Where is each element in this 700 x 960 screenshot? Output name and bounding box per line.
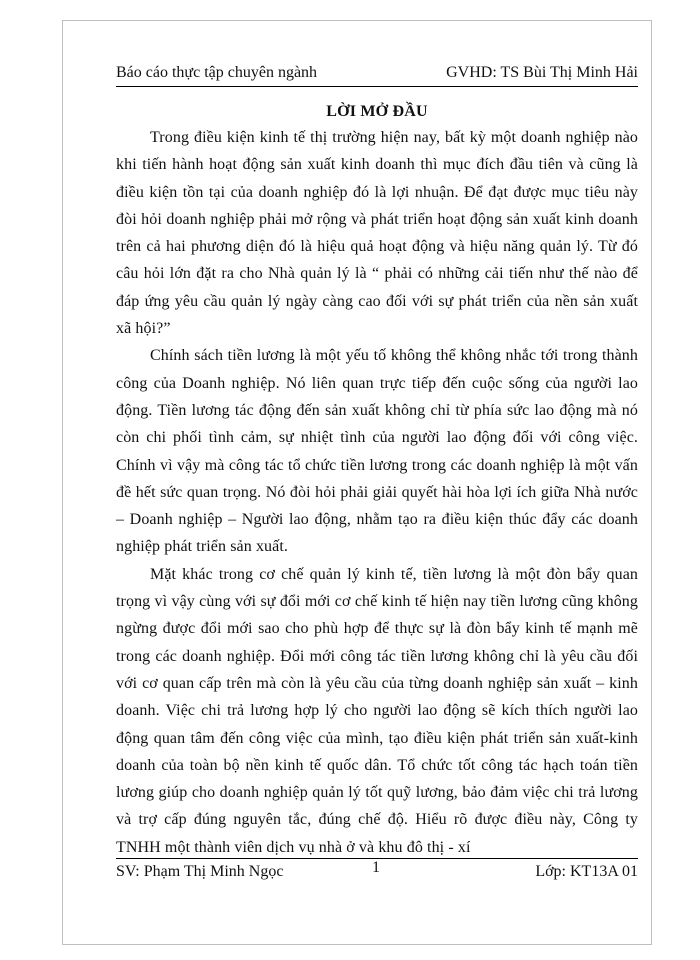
page-number: 1: [372, 859, 380, 876]
footer-student-name: SV: Phạm Thị Minh Ngọc: [116, 863, 284, 880]
paragraph-3: Mặt khác trong cơ chế quản lý kinh tế, tiền lương là một đòn bẩy quan trọng vì vậy cùng với sự đổi mới cơ chế kinh tế hiện nay tiền lương cũng không ngừng được đổi mới sao cho phù hợp để thực sự là đòn bẩy kinh tế mạnh mẽ trong các doanh nghiệp. Đổi mới công tác tiền lương không chỉ là yêu cầu đối với cơ quan cấp trên mà còn là yêu cầu của từng doanh nghiệp sản xuất – kinh doanh. Việc chi trả lương hợp lý cho người lao động sẽ kích thích người lao động quan tâm đến công việc của mình, tạo điều kiện phát triển sản xuất-kinh doanh của toàn bộ nền kinh tế quốc dân. Tổ chức tốt công tác hạch toán tiền lương giúp cho doanh nghiệp quản lý tốt quỹ lương, bảo đảm việc chi trả lương và trợ cấp đúng nguyên tắc, đúng chế độ. Hiểu rõ được điều này, Công ty TNHH một thành viên dịch vụ nhà ở và khu đô thị - xí: [116, 565, 638, 856]
header-supervisor: GVHD: TS Bùi Thị Minh Hải: [446, 64, 638, 81]
paragraph-1: Trong điều kiện kinh tế thị trường hiện nay, bất kỳ một doanh nghiệp nào khi tiến hành hoạt động sản xuất kinh doanh thì mục đích đầu tiên và cũng là điều kiện tồn tại của doanh nghiệp đó là lợi nhuận. Để đạt được mục tiêu này đòi hỏi doanh nghiệp phải mở rộng và phát triển hoạt động sản xuất kinh doanh trên cả hai phương diện đó là hiệu quả hoạt động và hiệu năng quản lý. Từ đó câu hỏi lớn đặt ra cho Nhà quản lý là “ phải có những cải tiến như thế nào để đáp ứng yêu cầu quản lý ngày càng cao đối với sự phát triển của nền sản xuất xã hội?”: [116, 129, 638, 338]
page-footer: [116, 858, 638, 885]
header-report-title: Báo cáo thực tập chuyên ngành: [116, 64, 318, 81]
paragraph-2: Chính sách tiền lương là một yếu tố không thể không nhắc tới trong thành công của Doanh nghiệp. Nó liên quan trực tiếp đến cuộc sống của người lao động. Tiền lương tác động đến sản xuất không chỉ từ phía sức lao động mà nó còn chi phối tình cảm, sự nhiệt tình của người lao động đối với công việc. Chính vì vậy mà công tác tổ chức tiền lương trong các doanh nghiệp là một vấn đề hết sức quan trọng. Nó đòi hỏi phải giải quyết hài hòa lợi ích giữa Nhà nước – Doanh nghiệp – Người lao động, nhằm tạo ra điều kiện thúc đẩy các doanh nghiệp phát triển sản xuất.: [116, 347, 638, 556]
page-header: [116, 60, 638, 87]
document-body: [116, 124, 638, 861]
page-title: LỜI MỞ ĐẦU: [326, 103, 428, 120]
footer-class: Lớp: KT13A 01: [535, 863, 638, 880]
